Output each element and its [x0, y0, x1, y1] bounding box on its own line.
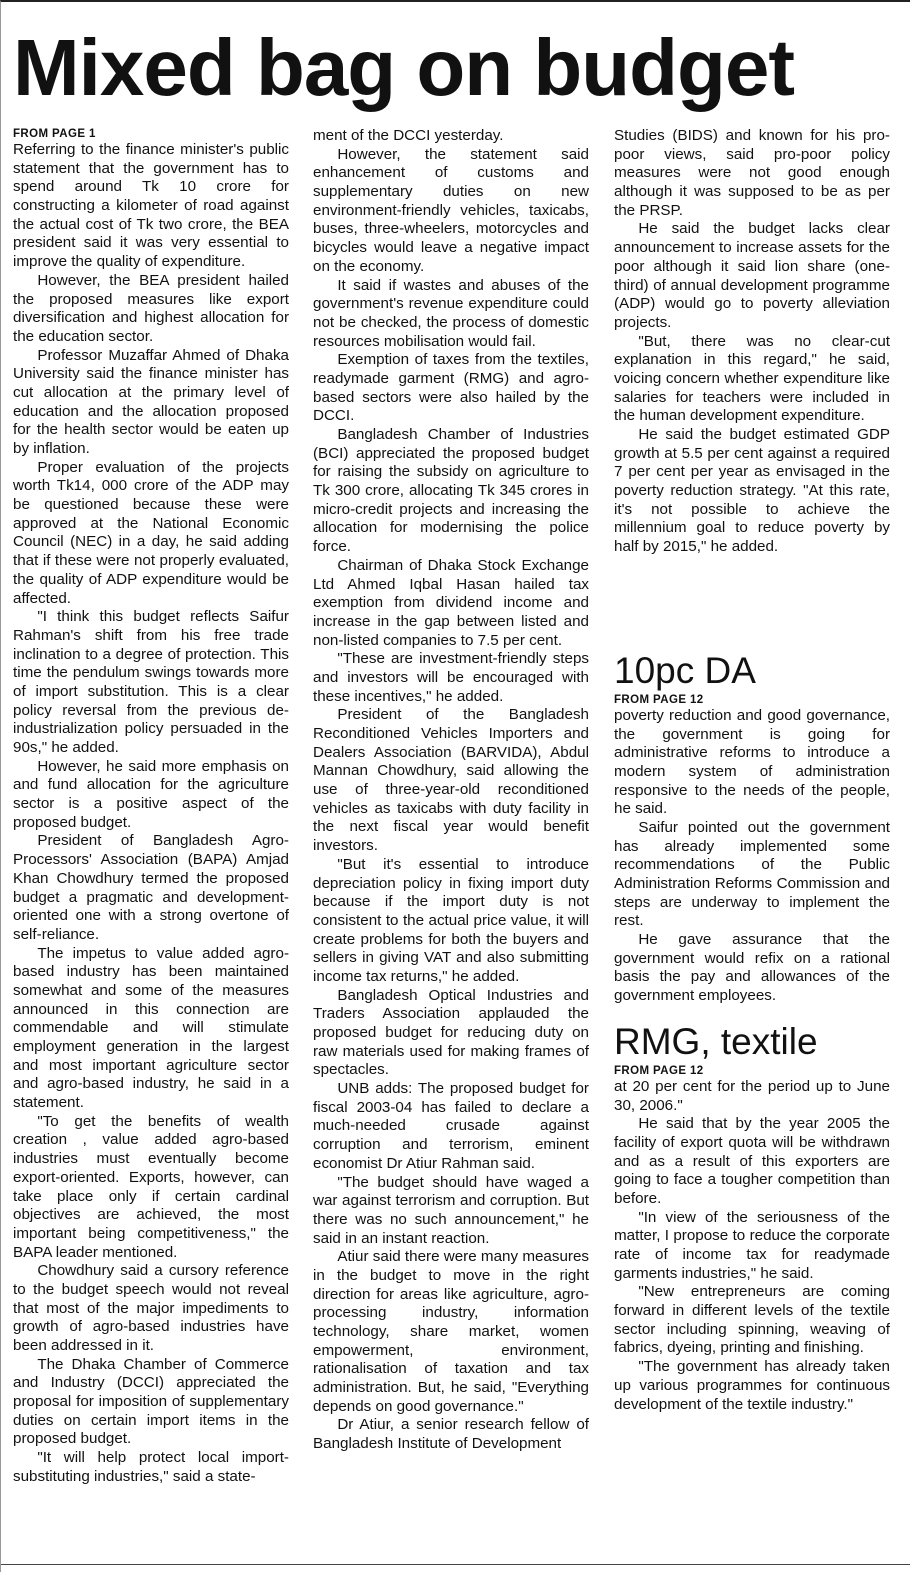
- paragraph: "New entrepreneurs are coming forward in different levels of the textile sector including spinning, weaving of fabrics, dyeing, printing and finishing.: [614, 1283, 890, 1357]
- paragraph: "In view of the seriousness of the matter, I propose to reduce the corporate rate of income tax for readymade garments industries," he said.: [614, 1208, 890, 1282]
- paragraph: He said the budget lacks clear announcement to increase assets for the poor although it said lion share (one-third) of annual development programme (ADP) would go to poverty alleviation projects.: [614, 220, 890, 331]
- paragraph: Saifur pointed out the government has already implemented some recommendations of the Public Administration Reforms Commission and steps are underway to implement the rest.: [614, 818, 890, 930]
- paragraph: Proper evaluation of the projects worth Tk14, 000 crore of the ADP may be questioned because these were approved at the National Economic Council (NEC) in a day, he said adding that if these were not properly evaluated, the quality of ADP expenditure would be affected.: [13, 458, 289, 607]
- paragraph: "I think this budget reflects Saifur Rahman's shift from his free trade inclination to a degree of protection. This time the pendulum swings towards more of import substitution. This is a clear policy reversal from the previous de-industrialization policy persuaded in the 90s," he added.: [13, 608, 289, 756]
- column-3: [614, 127, 890, 1414]
- paragraph: at 20 per cent for the period up to June 30, 2006.": [614, 1077, 890, 1114]
- bottom-rule: [1, 1564, 910, 1565]
- paragraph: It said if wastes and abuses of the government's revenue expenditure could not be checked, the process of domestic resources mobilisation would fail.: [313, 276, 589, 350]
- paragraph: However, the statement said enhancement of customs and supplementary duties on new environment-friendly vehicles, taxicabs, buses, three-wheelers, motorcycles and bicycles would leave a negative impact on the economy.: [313, 145, 589, 275]
- paragraph: "But, there was no clear-cut explanation in this regard," he said, voicing concern whether expenditure like salaries for teachers were included in the human development expenditure.: [614, 332, 890, 425]
- paragraph: "But it's essential to introduce depreciation policy in fixing import duty because if the import duty is not consistent to the actual price value, it will create problems for both the buyers and sellers in giving VAT and also submitting income tax returns," he added.: [313, 855, 589, 985]
- article-title: RMG, textile: [614, 1020, 818, 1062]
- paragraph: President of the Bangladesh Reconditioned Vehicles Importers and Dealers Association (BARVIDA), Abdul Mannan Chowdhury, said allowing the use of three-year-old reconditioned vehicles as taxicabs with duty facility in the next fiscal year would benefit investors.: [313, 706, 589, 855]
- from-page-label: FROM PAGE 1: [13, 128, 96, 140]
- paragraph: Professor Muzaffar Ahmed of Dhaka University said the finance minister has cut allocation at the primary level of education and the allocation proposed for the health sector would be eaten up by inflation.: [13, 346, 289, 457]
- headline: Mixed bag on budget: [13, 23, 794, 112]
- paragraph: Referring to the finance minister's public statement that the government has to spend around Tk 10 crore for constructing a kilometer of road against the actual cost of Tk two crore, the BEA president said it was very essential to improve the quality of expenditure.: [13, 141, 289, 271]
- paragraph: Studies (BIDS) and known for his pro-poor views, said pro-poor policy measures were not good enough although it was supposed to be as per the PRSP.: [614, 127, 890, 219]
- paragraph: However, he said more emphasis on and fund allocation for the agriculture sector is a positive aspect of the proposed budget.: [13, 757, 289, 831]
- paragraph: "The budget should have waged a war against terrorism and corruption. But there was no such announcement," he said in an instant reaction.: [313, 1173, 589, 1247]
- article-title: 10pc DA: [614, 649, 756, 691]
- paragraph: "It will help protect local import-substituting industries," said a state-: [13, 1449, 289, 1485]
- paragraph: UNB adds: The proposed budget for fiscal 2003-04 has failed to declare a much-needed crusade against corruption and terrorism, eminent economist Dr Atiur Rahman said.: [313, 1080, 589, 1172]
- column-1: [13, 127, 289, 1487]
- paragraph: He said that by the year 2005 the facility of export quota will be withdrawn and as a result of this exporters are going to face a tougher competition than before.: [614, 1115, 890, 1207]
- paragraph: However, the BEA president hailed the proposed measures like export diversification and highest allocation for the education sector.: [13, 271, 289, 345]
- paragraph: Chowdhury said a cursory reference to the budget speech would not reveal that most of the major impediments to growth of agro-based industries have been addressed in it.: [13, 1262, 289, 1354]
- paragraph: He gave assurance that the government would refix on a rational basis the pay and allowances of the government employees.: [614, 931, 890, 1005]
- from-page-label: FROM PAGE 12: [614, 1064, 704, 1077]
- paragraph: He said the budget estimated GDP growth at 5.5 per cent against a required 7 per cent per year as envisaged in the poverty reduction strategy. "At this rate, it's not possible to achieve the millennium goal to reduce poverty by half by 2015," he added.: [614, 426, 890, 556]
- paragraph: Exemption of taxes from the textiles, readymade garment (RMG) and agro-based sectors were also hailed by the DCCI.: [313, 351, 589, 425]
- column-2: [313, 127, 589, 1454]
- paragraph: "The government has already taken up various programmes for continuous development of the textile industry.": [614, 1358, 890, 1413]
- paragraph: "These are investment-friendly steps and investors will be encouraged with these incentives," he added.: [313, 650, 589, 705]
- paragraph: Chairman of Dhaka Stock Exchange Ltd Ahmed Iqbal Hasan hailed tax exemption from dividend income and increase in the gap between listed and non-listed companies to 7.5 per cent.: [313, 556, 589, 649]
- from-page-label: FROM PAGE 12: [614, 693, 704, 706]
- paragraph: Atiur said there were many measures in the budget to move in the right direction for areas like agriculture, agro-processing industry, information technology, share market, women empowerment, environment, rationalisation of taxation and tax administration. But, he said, "Everything depends on good governance.": [313, 1248, 589, 1415]
- paragraph: Bangladesh Chamber of Industries (BCI) appreciated the proposed budget for raising the subsidy on agriculture to Tk 300 crore, allocating Tk 345 crores in micro-credit projects and increasing the allocation for modernising the police force.: [313, 426, 589, 556]
- paragraph: Bangladesh Optical Industries and Traders Association applauded the proposed budget for reducing duty on raw materials used for making frames of spectacles.: [313, 986, 589, 1079]
- paragraph: ment of the DCCI yesterday.: [313, 127, 504, 144]
- paragraph: The impetus to value added agro-based industry has been maintained somewhat and some of the measures announced in this connection are commendable and will stimulate employment generation in the largest and most important agriculture sector and agro-based industry, he said in a statement.: [13, 944, 289, 1112]
- paragraph: poverty reduction and good governance, the government is going for administrative reforms to introduce a modern system of administration responsive to the needs of the people, he said.: [614, 706, 890, 818]
- paragraph: The Dhaka Chamber of Commerce and Industry (DCCI) appreciated the proposal for imposition of supplementary duties on certain import items in the proposed budget.: [13, 1355, 289, 1448]
- paragraph: "To get the benefits of wealth creation , value added agro-based industries must eventually become export-oriented. Exports, however, can take place only if certain cardinal objectives are achieved, the most important being competitiveness," the BAPA leader mentioned.: [13, 1112, 289, 1261]
- article-rmg-textile: [614, 1020, 890, 1414]
- paragraph: Dr Atiur, a senior research fellow of Bangladesh Institute of Development: [313, 1416, 589, 1453]
- paragraph: President of Bangladesh Agro-Processors' Association (BAPA) Amjad Khan Chowdhury termed the proposed budget a pragmatic and development-oriented one with a strong overtone of self-reliance.: [13, 832, 289, 943]
- article-10pc-da: [614, 649, 890, 1006]
